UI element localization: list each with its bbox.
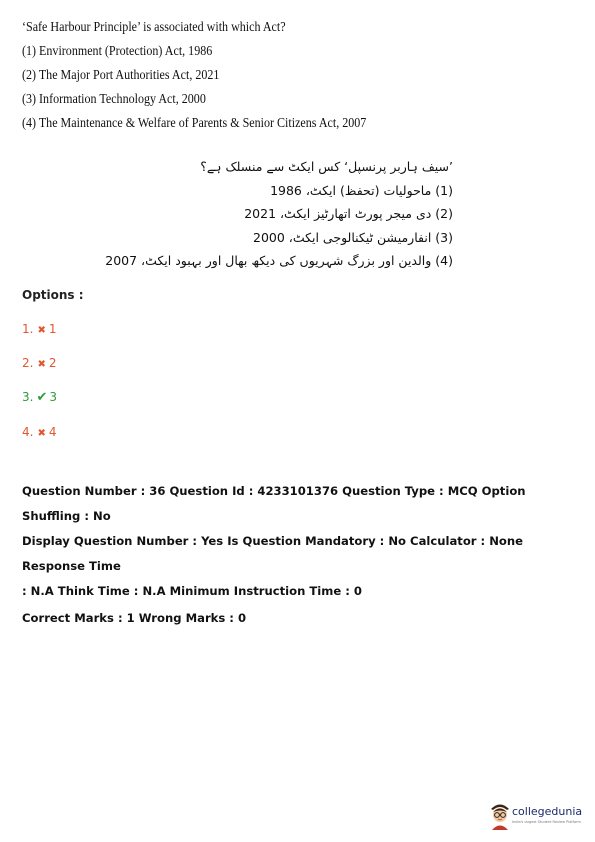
options-label: Options : (22, 288, 84, 302)
cross-icon: ✖ (37, 428, 46, 439)
question-choice-3: (3) Information Technology Act, 2000 (22, 92, 206, 107)
question-metadata (22, 479, 582, 631)
question-english (22, 16, 486, 136)
option-4 (22, 425, 56, 439)
question-choice-1: (1) Environment (Protection) Act, 1986 (22, 44, 213, 59)
question-choice-urdu-2: (2) دی میجر پورٹ اتھارٹیز ایکٹ، 2021 (244, 206, 453, 221)
question-choice-urdu-1: (1) ماحولیات (تحفظ) ایکٹ، 1986 (270, 182, 453, 198)
option-value: 4 (48, 425, 57, 439)
option-3 (22, 390, 57, 405)
option-number: 4. (22, 425, 34, 439)
question-choice-2: (2) The Major Port Authorities Act, 2021 (22, 68, 220, 83)
option-value: 2 (48, 356, 57, 370)
collegedunia-logo (488, 800, 595, 834)
option-1 (22, 322, 56, 336)
metadata-line-1: Question Number : 36 Question Id : 4233101376 Question Type : MCQ Option Shuffling : No (22, 484, 526, 523)
question-choice-urdu-3: (3) انفارمیشن ٹیکنالوجی ایکٹ، 2000 (253, 229, 453, 245)
marks-info: Correct Marks : 1 Wrong Marks : 0 (22, 611, 247, 625)
question-stem: ‘Safe Harbour Principle’ is associated with which Act? (22, 20, 286, 35)
option-number: 3. (22, 390, 34, 404)
logo-tagline: India's largest Student Review Platform (512, 820, 581, 824)
check-icon: ✔ (36, 390, 48, 405)
option-number: 1. (22, 322, 34, 336)
question-choice-urdu-4: (4) والدین اور بزرگ شہریوں کی دیکھ بھال اور بہبود ایکٹ، 2007 (105, 253, 453, 268)
question-choice-4: (4) The Maintenance & Welfare of Parents & Senior Citizens Act, 2007 (22, 116, 367, 131)
metadata-line-2: Display Question Number : Yes Is Question Mandatory : No Calculator : None Response Time (22, 534, 524, 573)
cross-icon: ✖ (37, 325, 46, 336)
option-2 (22, 356, 56, 370)
mascot-icon (488, 800, 512, 830)
metadata-line-3: : N.A Think Time : N.A Minimum Instruction Time : 0 (22, 584, 362, 598)
logo-name: collegedunia (512, 805, 583, 818)
option-value: 3 (49, 390, 57, 404)
question-stem-urdu: ’سیف ہاربر پرنسپل‘ کس ایکٹ سے منسلک ہے؟ (200, 159, 453, 174)
question-urdu (105, 155, 453, 273)
option-number: 2. (22, 356, 34, 370)
cross-icon: ✖ (37, 359, 46, 370)
option-value: 1 (48, 322, 57, 336)
